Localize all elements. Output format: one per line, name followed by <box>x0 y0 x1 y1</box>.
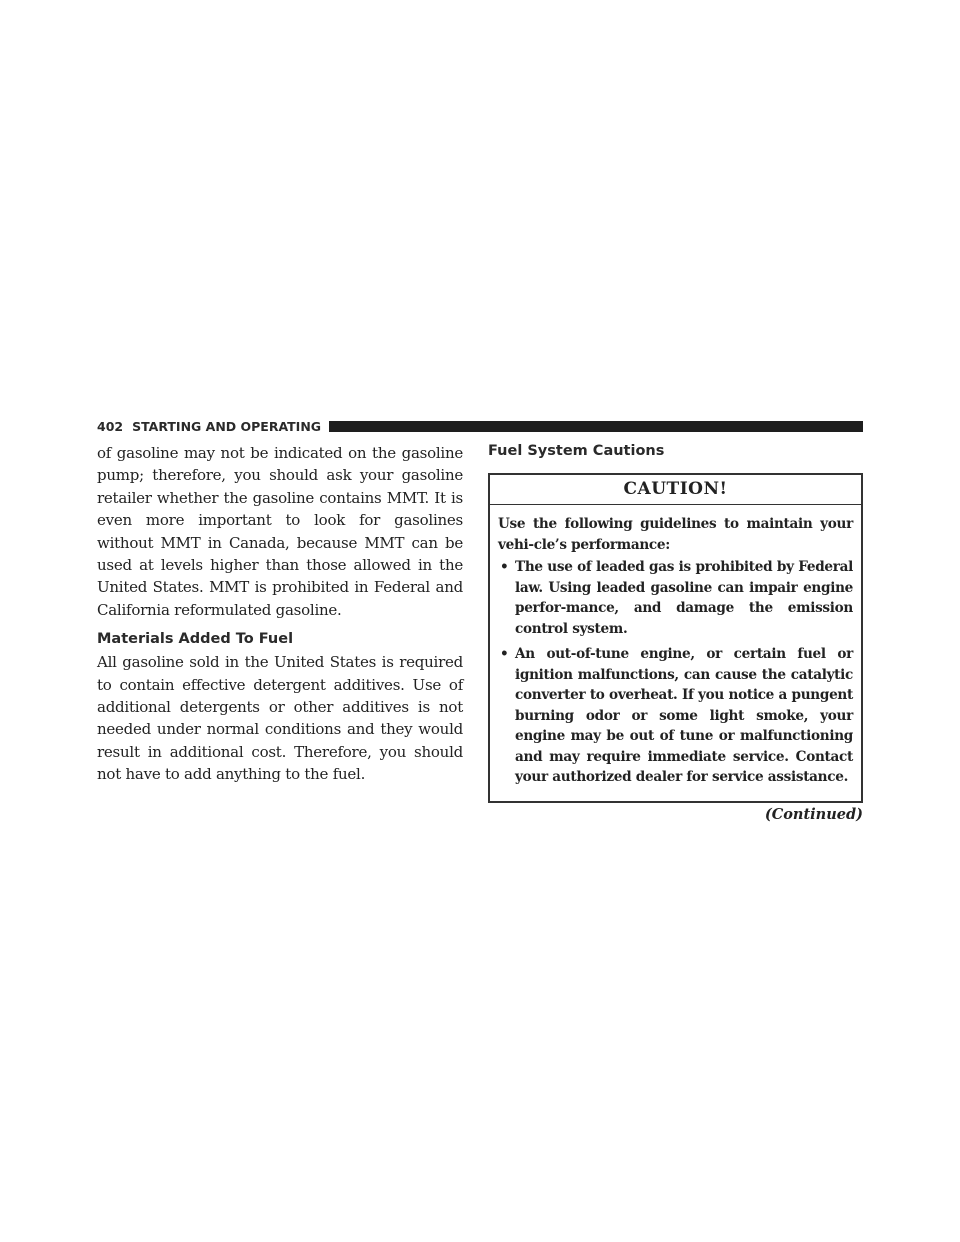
caution-title: CAUTION! <box>490 475 861 505</box>
bullet-icon: • <box>500 559 509 575</box>
page-number: 402 <box>97 418 124 434</box>
heading-fuel-system-cautions: Fuel System Cautions <box>488 443 665 459</box>
caution-item-leaded-gas <box>498 557 853 639</box>
paragraph-detergents: All gasoline sold in the United States is required to contain effective detergent additives. Use of additional detergents or other additives is not needed under normal conditions and they would result in additional cost. Therefore, you should not have to add anything to the fuel. <box>97 653 463 784</box>
caution-intro: Use the following guidelines to maintain your vehi-cle’s performance: <box>498 516 853 553</box>
paragraph-mmt: of gasoline may not be indicated on the gasoline pump; therefore, you should ask your gasoline retailer whether the gasoline contains MMT. It is even more important to look for gasolines without MMT in Canada, because MMT can be used at levels higher than those allowed in the United States. MMT is prohibited in Federal and California reformulated gasoline. <box>97 444 463 619</box>
caution-body <box>490 505 861 801</box>
continued-label: (Continued) <box>764 805 863 823</box>
caution-list <box>498 557 853 788</box>
header-rule <box>329 421 863 432</box>
caution-box <box>488 473 863 803</box>
left-column <box>97 442 463 786</box>
caution-item-text: An out-of-tune engine, or certain fuel or ignition malfunctions, can cause the catalytic converter to overheat. If you notice a pungent burning odor or some light smoke, your engine may be out of tune or malfunctioning and may require immediate service. Contact your authorized dealer for service assistance. <box>515 646 853 785</box>
caution-item-text: The use of leaded gas is prohibited by Federal law. Using leaded gasoline can impair engine perfor-mance, and damage the emission control system. <box>515 559 853 637</box>
caution-item-out-of-tune <box>498 644 853 788</box>
bullet-icon: • <box>500 646 509 662</box>
section-title: STARTING AND OPERATING <box>132 418 322 434</box>
page-header <box>97 419 863 433</box>
subheading-materials-added: Materials Added To Fuel <box>97 631 294 648</box>
right-column <box>488 442 863 823</box>
